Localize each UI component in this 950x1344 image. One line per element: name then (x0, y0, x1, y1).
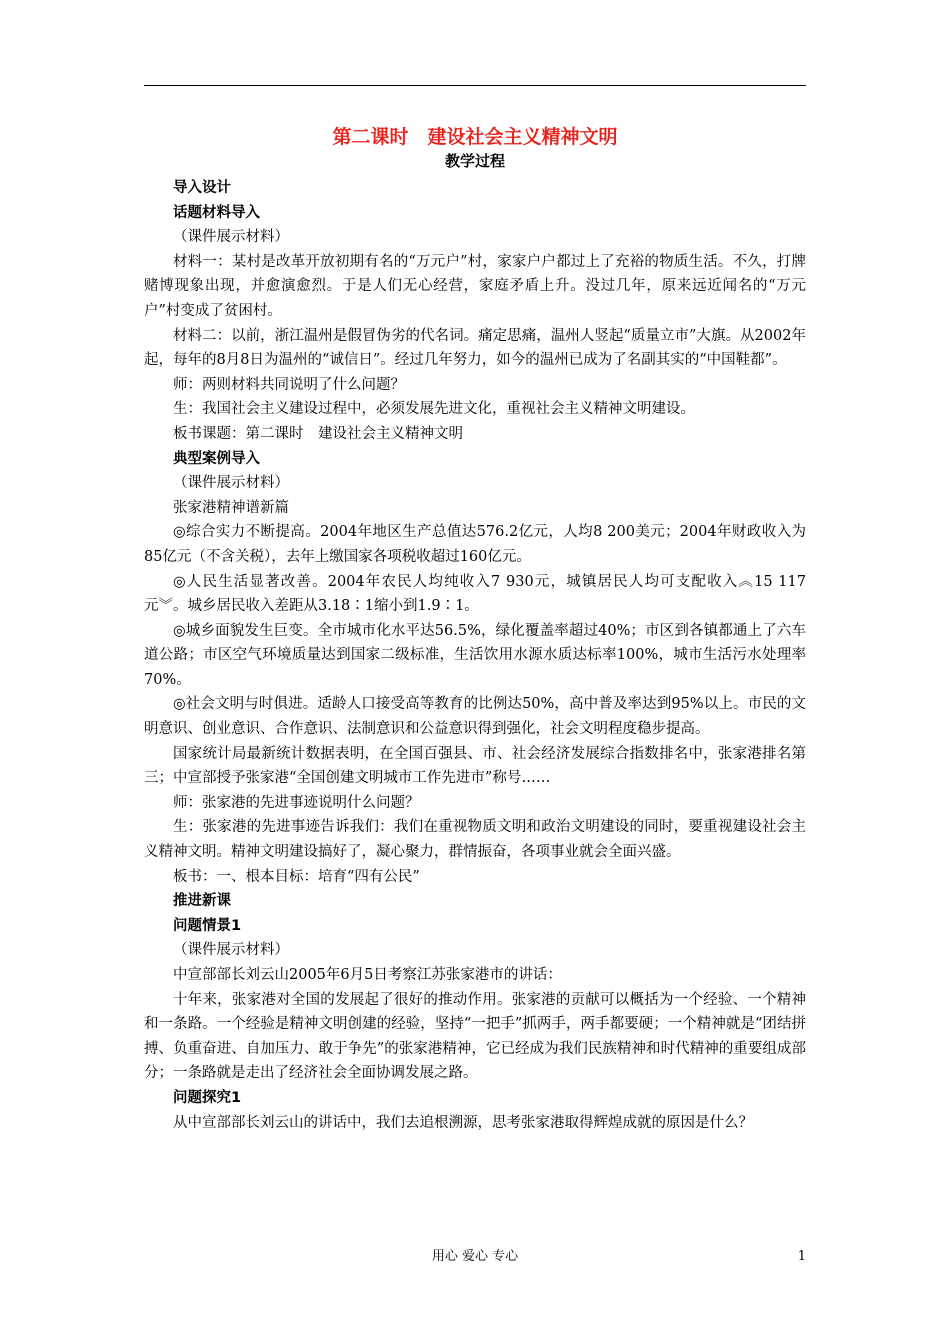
page-number: 1 (797, 1249, 806, 1264)
document-body (144, 124, 806, 1135)
page-subtitle: 教学过程 (444, 152, 505, 170)
paragraph: 材料二：以前，浙江温州是假冒伪劣的代名词。痛定思痛，温州人竖起“质量立市”大旗。从2002年起，每年的8月8日为温州的“诚信日”。经过几年努力，如今的温州已成为了名副其实的“中国鞋都”。 (144, 327, 806, 369)
paragraph: （课件展示材料） (173, 229, 289, 246)
section-heading: 问题探究1 (173, 1089, 242, 1106)
paragraph: 师：张家港的先进事迹说明什么问题？ (173, 794, 420, 811)
paragraph: 板书课题：第二课时 建设社会主义精神文明 (173, 425, 463, 442)
paragraph: 十年来，张家港对全国的发展起了很好的推动作用。张家港的贡献可以概括为一个经验、一个精神和一条路。一个经验是精神文明创建的经验，坚持“一把手”抓两手，两手都要硬；一个精神就是“团结拼搏、负重奋进、自加压力、敢于争先”的张家港精神，它已经成为我们民族精神和时代精神的重要组成部分；一条路就是走出了经济社会全面协调发展之路。 (144, 991, 806, 1082)
paragraph: （课件展示材料） (173, 475, 289, 492)
paragraph: 材料一：某村是改革开放初期有名的“万元户”村，家家户户都过上了充裕的物质生活。不久，打牌赌博现象出现，并愈演愈烈。于是人们无心经营，家庭矛盾上升。没过几年，原来远近闻名的“万元户”村变成了贫困村。 (144, 253, 806, 319)
paragraph: 国家统计局最新统计数据表明，在全国百强县、市、社会经济发展综合指数排名中，张家港排名第三；中宣部授予张家港“全国创建文明城市工作先进市”称号…… (144, 745, 806, 787)
paragraph: ◎人民生活显著改善。2004年农民人均纯收入7 930元，城镇居民人均可支配收入︽15 117元︾。城乡居民收入差距从3.18∶1缩小到1.9∶1。 (144, 573, 806, 615)
paragraph-list (144, 176, 806, 1135)
section-heading: 问题情景1 (173, 917, 242, 934)
paragraph: 生：我国社会主义建设过程中，必须发展先进文化，重视社会主义精神文明建设。 (173, 401, 695, 418)
section-heading: 推进新课 (173, 893, 231, 910)
paragraph: 板书：一、根本目标：培育“四有公民” (173, 868, 420, 885)
section-heading: 话题材料导入 (173, 204, 260, 221)
paragraph: 从中宣部部长刘云山的讲话中，我们去追根溯源，思考张家港取得辉煌成就的原因是什么？ (173, 1114, 753, 1131)
page-title: 第二课时 建设社会主义精神文明 (332, 126, 618, 148)
paragraph: （课件展示材料） (173, 942, 289, 959)
paragraph: ◎社会文明与时俱进。适龄人口接受高等教育的比例达50%，高中普及率达到95%以上。市民的文明意识、创业意识、合作意识、法制意识和公益意识得到强化，社会文明程度稳步提高。 (144, 696, 806, 738)
paragraph: 生：张家港的先进事迹告诉我们：我们在重视物质文明和政治文明建设的同时，要重视建设社会主义精神文明。精神文明建设搞好了，凝心聚力，群情振奋，各项事业就会全面兴盛。 (144, 819, 806, 861)
section-heading: 导入设计 (173, 180, 231, 196)
footer-text: 用心 爱心 专心 (431, 1249, 519, 1264)
paragraph: 师：两则材料共同说明了什么问题？ (173, 376, 405, 393)
header-rule (144, 85, 806, 86)
section-heading: 典型案例导入 (173, 450, 260, 467)
paragraph: ◎综合实力不断提高。2004年地区生产总值达576.2亿元，人均8 200美元；2004年财政收入为85亿元（不含关税），去年上缴国家各项税收超过160亿元。 (144, 524, 806, 565)
paragraph: 张家港精神谱新篇 (173, 499, 289, 516)
paragraph: ◎城乡面貌发生巨变。全市城市化水平达56.5%，绿化覆盖率超过40%；市区到各镇都通上了六车道公路；市区空气环境质量达到国家二级标准，生活饮用水源水质达标率100%，城市生活污水处理率70%。 (144, 622, 806, 688)
paragraph: 中宣部部长刘云山2005年6月5日考察江苏张家港市的讲话： (173, 967, 562, 983)
